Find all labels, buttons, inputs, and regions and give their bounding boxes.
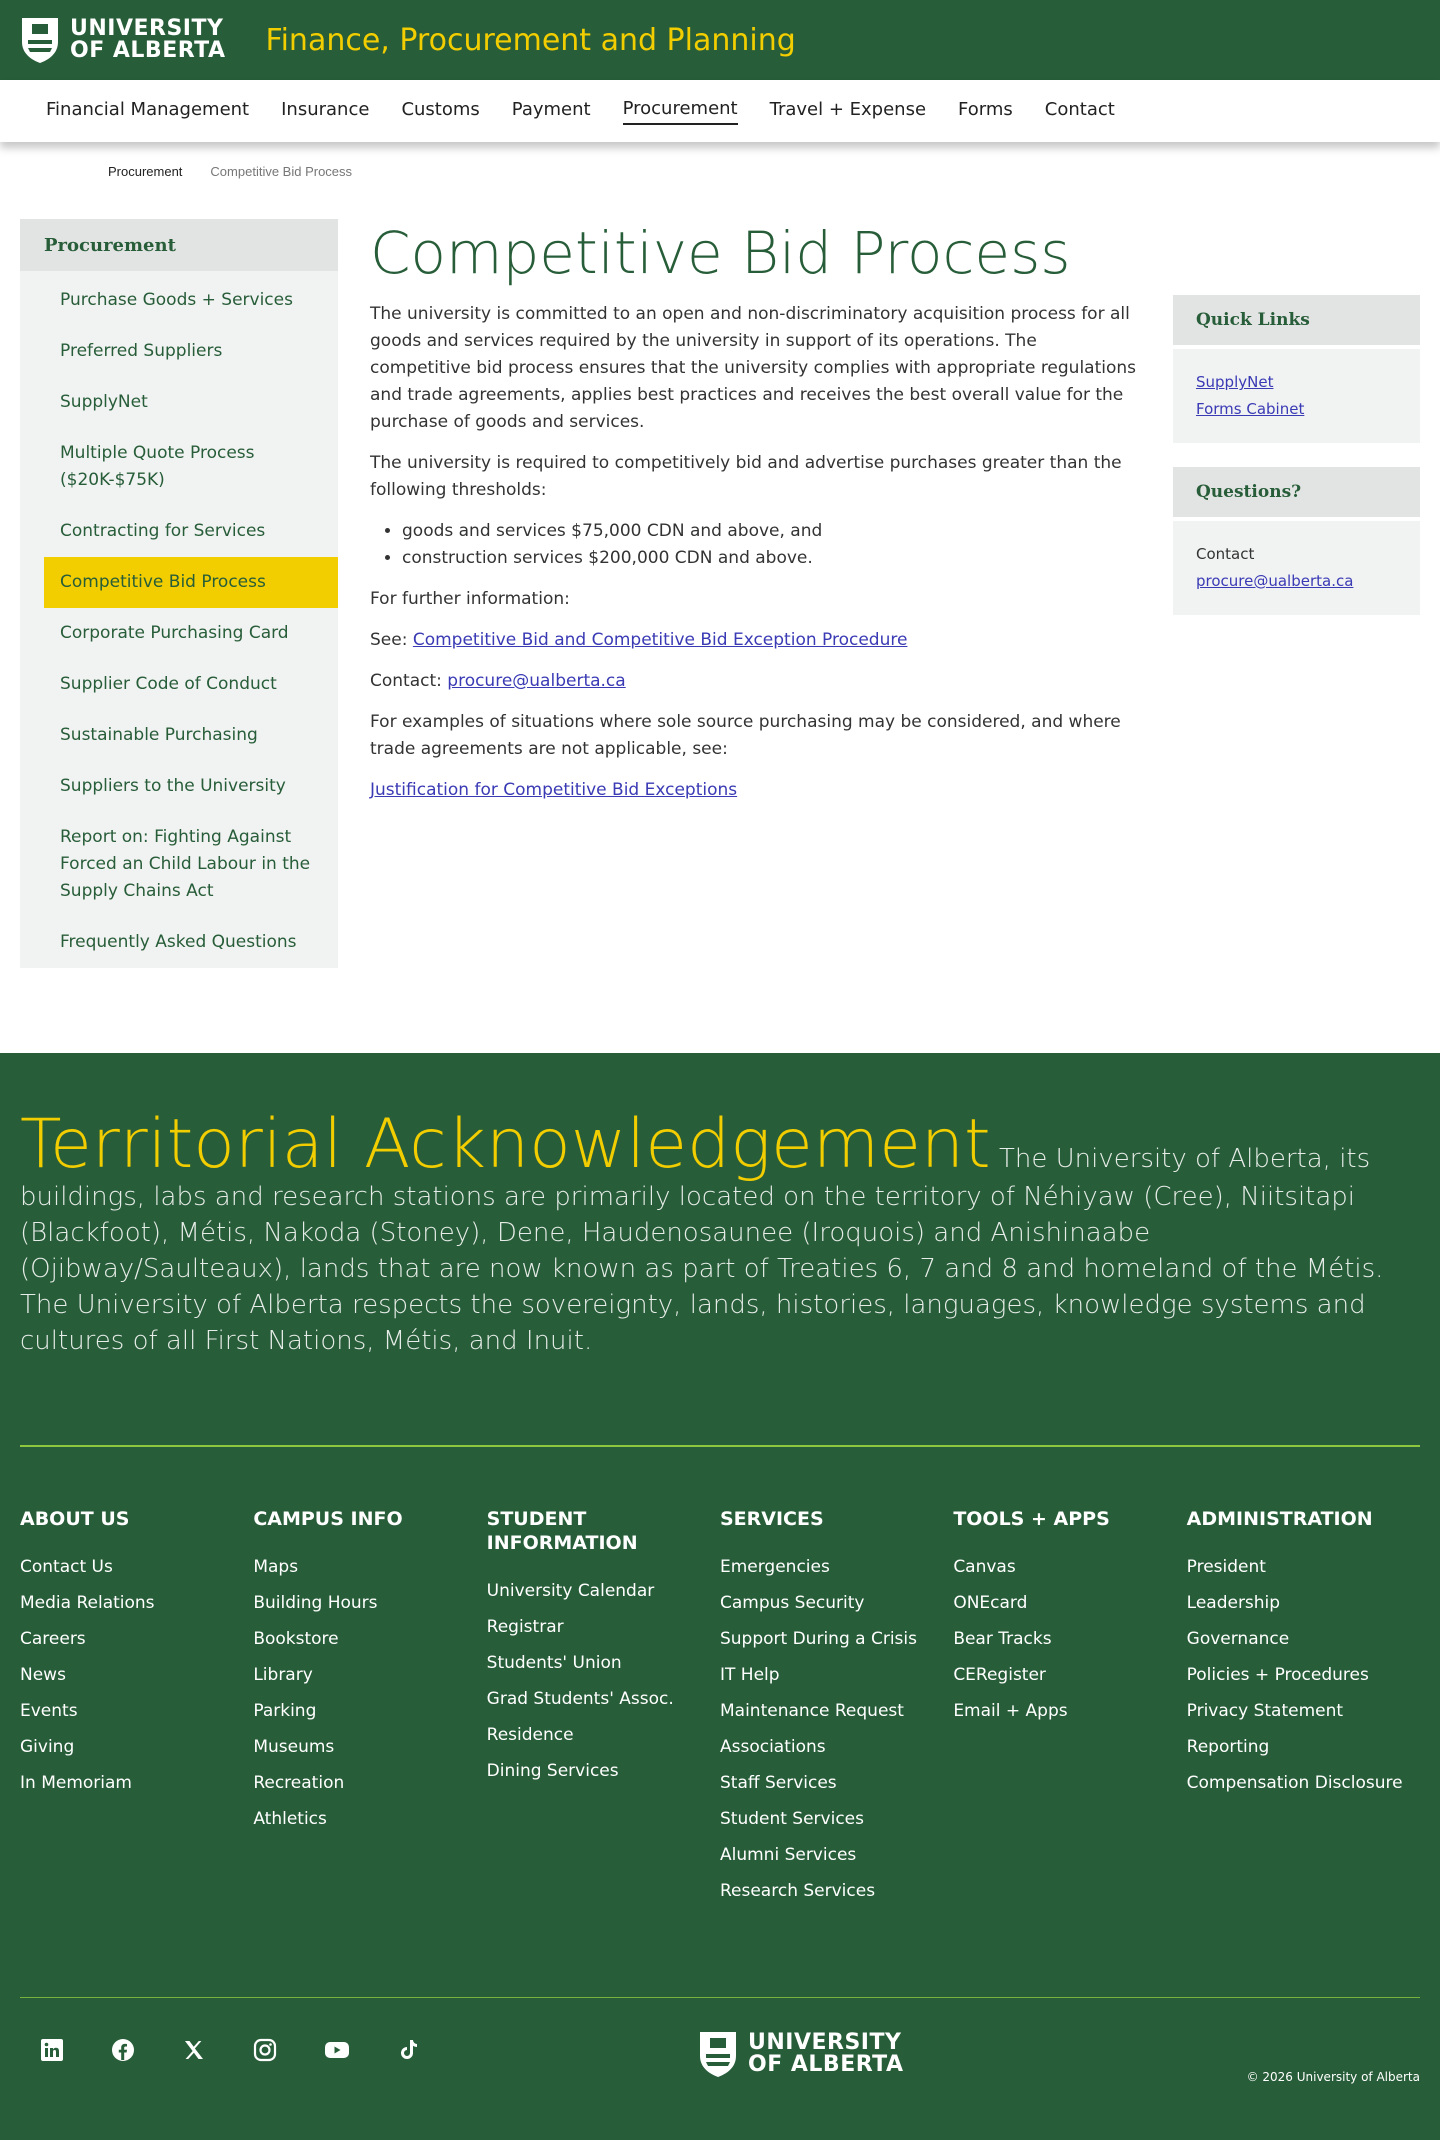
footer-col-title: ADMINISTRATION bbox=[1186, 1508, 1373, 1530]
footer-link[interactable]: Dining Services bbox=[486, 1761, 619, 1781]
site-footer bbox=[0, 1053, 1440, 2140]
footer-link[interactable]: Leadership bbox=[1186, 1593, 1281, 1613]
nav-insurance[interactable]: Insurance bbox=[281, 98, 370, 120]
footer-link[interactable]: Alumni Services bbox=[719, 1845, 857, 1865]
footer-link[interactable]: Museums bbox=[253, 1737, 335, 1757]
footer-link[interactable]: Parking bbox=[253, 1701, 317, 1721]
site-title[interactable]: Finance, Procurement and Planning bbox=[265, 22, 796, 58]
footer-link[interactable]: Policies + Procedures bbox=[1186, 1665, 1369, 1685]
sidebar-item-sustainable[interactable]: Sustainable Purchasing bbox=[60, 725, 258, 745]
breadcrumb-procurement[interactable]: Procurement bbox=[108, 163, 183, 179]
contact-label: Contact: bbox=[370, 671, 448, 691]
threshold-paragraph: The university is required to competitively bid and advertise purchases greater than the following thresholds: bbox=[370, 453, 1122, 500]
footer-col-title: STUDENT INFORMATION bbox=[486, 1508, 638, 1554]
see-label: See: bbox=[370, 630, 413, 650]
breadcrumb bbox=[0, 142, 1440, 200]
quick-links-title: Quick Links bbox=[1173, 295, 1420, 345]
footer-col-admin bbox=[1187, 1507, 1420, 1997]
footer-link[interactable]: Student Services bbox=[719, 1809, 864, 1829]
sidebar-item-multiple-quote[interactable]: Multiple Quote Process ($20K-$75K) bbox=[60, 443, 255, 490]
sidebar-item-competitive-bid[interactable]: Competitive Bid Process bbox=[44, 557, 338, 608]
footer-link[interactable]: Grad Students' Assoc. bbox=[486, 1689, 674, 1709]
footer-link[interactable]: Campus Security bbox=[719, 1593, 865, 1613]
footer-col-services bbox=[720, 1507, 953, 1997]
questions-email-link[interactable]: procure@ualberta.ca bbox=[1196, 572, 1354, 590]
footer-link[interactable]: Research Services bbox=[719, 1881, 876, 1901]
footer-bottom bbox=[0, 1998, 1440, 2138]
site-header bbox=[0, 0, 1440, 80]
ack-title: Territorial Acknowledgement bbox=[20, 1105, 991, 1184]
intro-paragraph: The university is committed to an open and non-discriminatory acquisition process for all goods and services required by the university in support of its operations. The competitive bid process ensures that the university complies with appropriate regulations and trade agreements, applies best practices and receives the best overall value for the purchase of goods and services. bbox=[370, 304, 1137, 432]
logo-line-2: OF ALBERTA bbox=[70, 38, 226, 63]
main-content bbox=[370, 219, 1142, 818]
sidebar-item-code-of-conduct[interactable]: Supplier Code of Conduct bbox=[60, 674, 277, 694]
footer-link[interactable]: Events bbox=[20, 1701, 78, 1721]
footer-link[interactable]: Support During a Crisis bbox=[719, 1629, 917, 1649]
footer-link[interactable]: University Calendar bbox=[486, 1581, 655, 1601]
footer-link[interactable]: Email + Apps bbox=[953, 1701, 1068, 1721]
instagram-icon[interactable] bbox=[253, 2038, 277, 2062]
sidebar-item-purchase-goods[interactable]: Purchase Goods + Services bbox=[60, 290, 293, 310]
breadcrumb-current: Competitive Bid Process bbox=[210, 163, 353, 179]
quick-link-supplynet[interactable]: SupplyNet bbox=[1196, 373, 1274, 391]
youtube-icon[interactable] bbox=[324, 2038, 350, 2062]
nav-travel-expense[interactable]: Travel + Expense bbox=[769, 98, 927, 120]
footer-col-tools bbox=[953, 1507, 1186, 1997]
questions-contact-label: Contact bbox=[1196, 545, 1255, 563]
footer-link[interactable]: Residence bbox=[486, 1725, 574, 1745]
quick-link-forms-cabinet[interactable]: Forms Cabinet bbox=[1196, 400, 1305, 418]
questions-panel bbox=[1173, 467, 1420, 615]
page-title: Competitive Bid Process bbox=[370, 219, 1071, 287]
footer-link[interactable]: Library bbox=[253, 1665, 313, 1685]
footer-link[interactable]: Contact Us bbox=[20, 1557, 113, 1577]
footer-link[interactable]: Media Relations bbox=[20, 1593, 155, 1613]
footer-col-title: TOOLS + APPS bbox=[953, 1508, 1110, 1530]
territorial-acknowledgement bbox=[0, 1053, 1440, 1445]
sidebar-item-purchasing-card[interactable]: Corporate Purchasing Card bbox=[60, 623, 289, 643]
footer-link[interactable]: Staff Services bbox=[719, 1773, 837, 1793]
sidebar-item-suppliers[interactable]: Suppliers to the University bbox=[60, 776, 286, 796]
footer-link[interactable]: Governance bbox=[1186, 1629, 1290, 1649]
footer-link[interactable]: Careers bbox=[20, 1629, 86, 1649]
footer-col-title: SERVICES bbox=[719, 1508, 824, 1530]
tiktok-icon[interactable] bbox=[397, 2038, 421, 2062]
ack-text: The University of Alberta, its buildings, labs and research stations are primarily located on the territory of Néhiyaw (Cree), Niitsitapi (Blackfoot), Métis, Nakoda (Stoney), Dene, Haudenosaunee (Iroquois) and Anishinaabe (Ojibway/Saulteaux), lands that are now known as part of Treaties 6, 7 and 8 and homeland of the Métis. The University of Alberta respects the sovereignty, lands, histories, languages, knowledge systems and cultures of all First Nations, Métis, and Inuit. bbox=[20, 1144, 1384, 1356]
footer-link[interactable]: President bbox=[1186, 1557, 1266, 1577]
footer-col-campus bbox=[253, 1507, 486, 1997]
justification-line bbox=[370, 777, 1142, 804]
sidebar-header[interactable]: Procurement bbox=[20, 219, 338, 271]
contact-line bbox=[370, 668, 1142, 695]
footer-link[interactable]: Emergencies bbox=[719, 1557, 830, 1577]
right-sidebar bbox=[1173, 295, 1420, 639]
footer-link[interactable]: In Memoriam bbox=[20, 1773, 132, 1793]
further-info: For further information: bbox=[370, 589, 570, 609]
footer-link[interactable]: Bookstore bbox=[253, 1629, 339, 1649]
footer-link[interactable]: IT Help bbox=[719, 1665, 780, 1685]
nav-financial-management[interactable]: Financial Management bbox=[46, 98, 250, 120]
list-item: • construction services $200,000 CDN and above. bbox=[402, 545, 1142, 572]
footer-link[interactable]: Building Hours bbox=[253, 1593, 378, 1613]
footer-link[interactable]: Canvas bbox=[953, 1557, 1016, 1577]
sidebar-item-contracting[interactable]: Contracting for Services bbox=[60, 521, 266, 541]
list-item: • goods and services $75,000 CDN and above, and bbox=[402, 518, 1142, 545]
questions-title: Questions? bbox=[1173, 467, 1420, 517]
social-links bbox=[40, 2038, 421, 2062]
footer-university-logo[interactable] bbox=[698, 2030, 904, 2078]
logo-line-2: OF ALBERTA bbox=[748, 2052, 904, 2077]
linkedin-icon[interactable] bbox=[40, 2038, 64, 2062]
footer-link[interactable]: Students' Union bbox=[486, 1653, 622, 1673]
procedure-link[interactable]: Competitive Bid and Competitive Bid Exception Procedure bbox=[412, 630, 908, 650]
footer-link[interactable]: Giving bbox=[20, 1737, 75, 1757]
facebook-icon[interactable] bbox=[111, 2038, 135, 2062]
footer-link[interactable]: Maps bbox=[253, 1557, 299, 1577]
footer-link[interactable]: Compensation Disclosure bbox=[1186, 1773, 1403, 1793]
sidebar-item-faq[interactable]: Frequently Asked Questions bbox=[60, 932, 297, 952]
footer-link[interactable]: Athletics bbox=[253, 1809, 327, 1829]
sidebar-item-supplynet[interactable]: SupplyNet bbox=[60, 392, 148, 412]
nav-payment[interactable]: Payment bbox=[511, 98, 591, 120]
footer-link[interactable]: CERegister bbox=[953, 1665, 1046, 1685]
footer-link[interactable]: Privacy Statement bbox=[1186, 1701, 1344, 1721]
x-icon[interactable] bbox=[182, 2038, 206, 2062]
footer-col-about bbox=[20, 1507, 253, 1997]
footer-link[interactable]: Maintenance Request bbox=[719, 1701, 904, 1721]
footer-link[interactable]: Associations bbox=[719, 1737, 826, 1757]
university-logo[interactable] bbox=[20, 16, 226, 64]
contact-email-link[interactable]: procure@ualberta.ca bbox=[447, 671, 626, 691]
footer-link[interactable]: News bbox=[20, 1665, 66, 1685]
logo-line-1: UNIVERSITY bbox=[748, 2030, 902, 2055]
footer-col-student bbox=[487, 1507, 720, 1997]
justification-link[interactable]: Justification for Competitive Bid Exceptions bbox=[370, 780, 738, 800]
footer-link[interactable]: Recreation bbox=[253, 1773, 345, 1793]
sidebar-item-preferred-suppliers[interactable]: Preferred Suppliers bbox=[60, 341, 223, 361]
main-nav bbox=[0, 80, 1440, 142]
crest-icon bbox=[20, 16, 60, 64]
quick-links-panel bbox=[1173, 295, 1420, 443]
footer-col-title: CAMPUS INFO bbox=[253, 1508, 403, 1530]
footer-link[interactable]: Reporting bbox=[1186, 1737, 1270, 1757]
nav-procurement[interactable]: Procurement bbox=[623, 98, 738, 125]
footer-link[interactable]: Bear Tracks bbox=[953, 1629, 1052, 1649]
examples-paragraph: For examples of situations where sole source purchasing may be considered, and where trade agreements are not applicable, see: bbox=[370, 712, 1121, 759]
sidebar-item-child-labour-report[interactable]: Report on: Fighting Against Forced an Child Labour in the Supply Chains Act bbox=[60, 827, 311, 901]
footer-link[interactable]: Registrar bbox=[486, 1617, 564, 1637]
footer-link[interactable]: ONEcard bbox=[953, 1593, 1028, 1613]
nav-contact[interactable]: Contact bbox=[1044, 98, 1115, 120]
footer-col-title: ABOUT US bbox=[20, 1508, 130, 1530]
see-line bbox=[370, 627, 1142, 654]
footer-links bbox=[0, 1447, 1440, 1997]
nav-customs[interactable]: Customs bbox=[401, 98, 480, 120]
sidebar bbox=[20, 219, 338, 968]
nav-forms[interactable]: Forms bbox=[958, 98, 1013, 120]
threshold-list bbox=[402, 518, 1142, 572]
crest-icon bbox=[698, 2030, 738, 2078]
copyright: © 2026 University of Alberta bbox=[1246, 2070, 1420, 2084]
logo-line-1: UNIVERSITY bbox=[70, 16, 224, 41]
